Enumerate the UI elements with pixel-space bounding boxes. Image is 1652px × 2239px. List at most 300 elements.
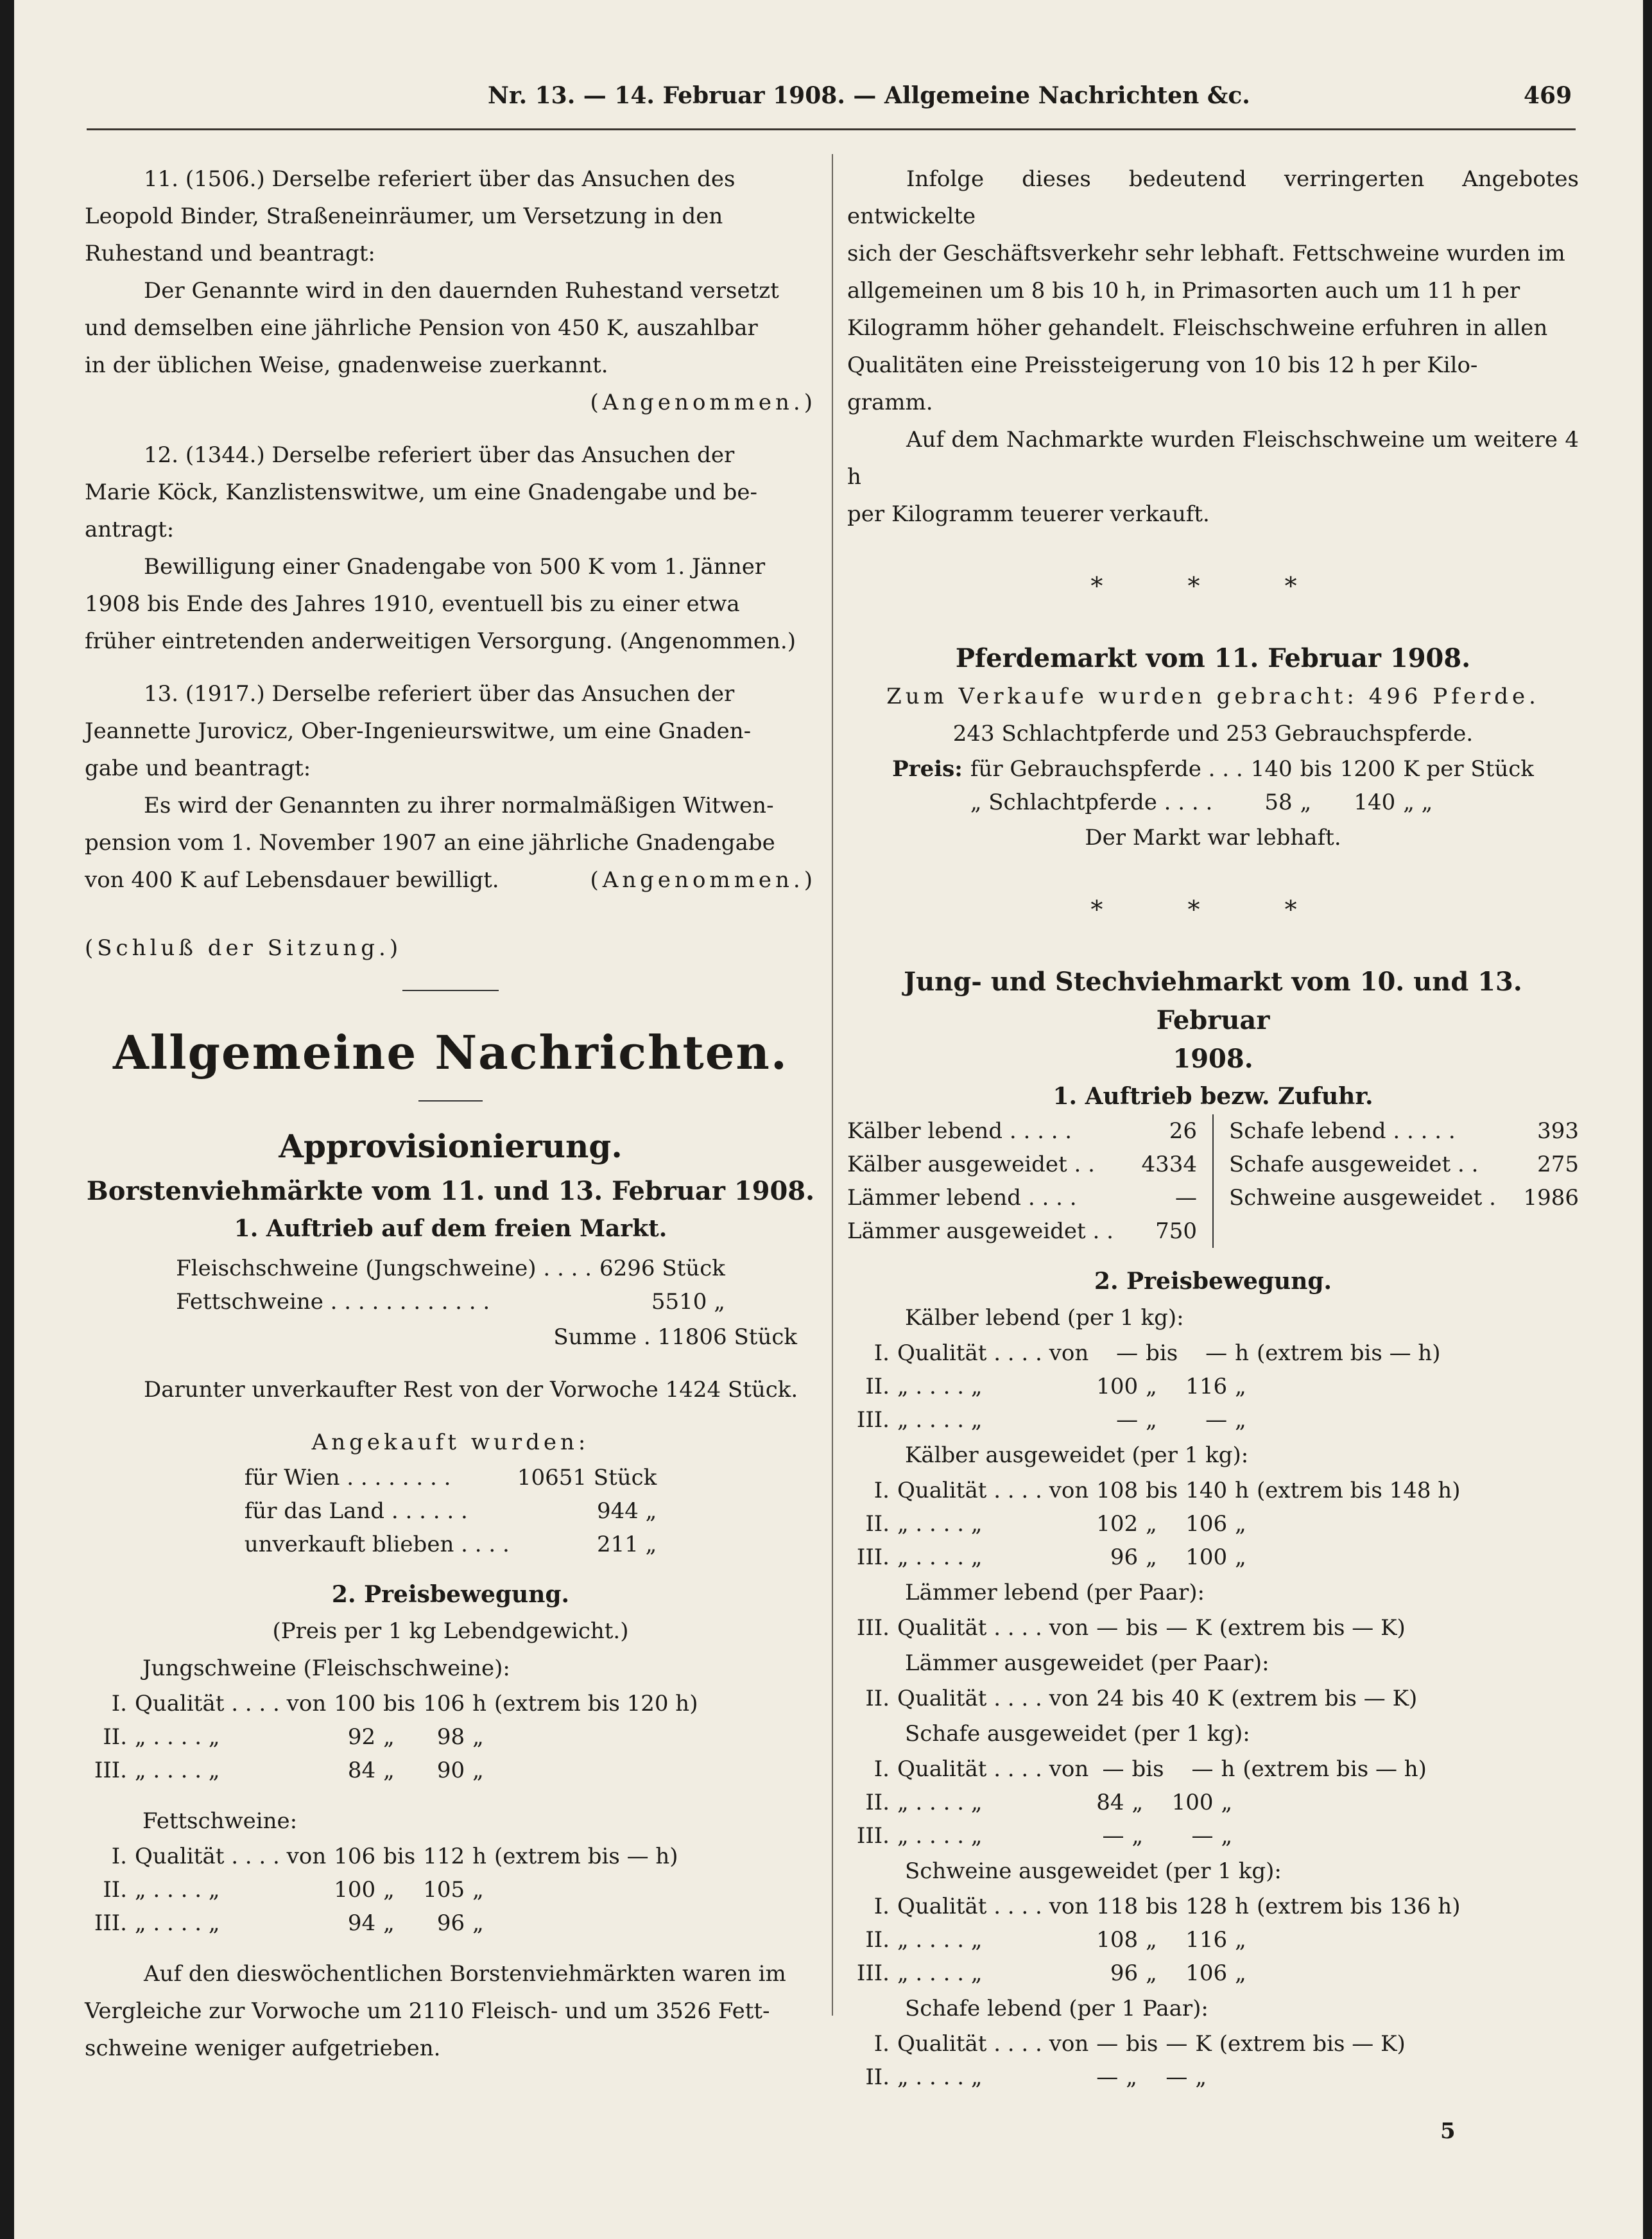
quality-label: II. xyxy=(865,1927,890,1953)
price-extreme xyxy=(1253,1923,1464,1957)
price-row xyxy=(847,1336,1445,1370)
price-to: 96 xyxy=(436,1910,465,1936)
price-unit: h xyxy=(1235,1894,1250,1919)
price-extreme: (extrem bis — h) xyxy=(1257,1340,1441,1366)
price-bis: „ xyxy=(1146,1407,1157,1433)
quality-label: III. xyxy=(94,1758,127,1783)
quality-desc: „ . . . . „ xyxy=(897,1960,983,1986)
price-row xyxy=(847,1507,1464,1541)
item-11-line: 11. (1506.) Derselbe referiert über das Ansuchen des xyxy=(144,166,736,192)
price-from: 96 xyxy=(1110,1960,1139,1986)
price-extreme xyxy=(490,1906,682,1940)
price-from: 24 xyxy=(1096,1686,1124,1711)
price-from: 96 xyxy=(1110,1544,1139,1570)
price-unit: h xyxy=(1221,1756,1235,1782)
pferde-lead xyxy=(888,786,967,819)
quality-desc: „ . . . . „ xyxy=(897,1544,983,1570)
price-unit: K xyxy=(1195,1615,1212,1641)
price-unit: h xyxy=(472,1844,487,1869)
price-extreme xyxy=(1253,1507,1464,1541)
subsection-title: Approvisionierung. xyxy=(279,1127,623,1165)
jung-title: Jungschweine (Fleischschweine): xyxy=(142,1655,510,1681)
auftrieb-left xyxy=(847,1114,1197,1248)
price-bis: bis xyxy=(1146,1894,1178,1919)
quality-desc: „ . . . . „ xyxy=(897,1790,983,1815)
price-to: — xyxy=(1166,2064,1188,2090)
price-row xyxy=(85,1687,701,1720)
price-row xyxy=(847,1370,1445,1403)
item-12-line: früher eintretenden anderweitigen Versorgung. (Angenommen.) xyxy=(85,628,796,654)
quality-desc: „ . . . . „ xyxy=(135,1724,220,1750)
price-to: 128 xyxy=(1185,1894,1228,1919)
quality-desc: „ . . . . „ xyxy=(897,1511,983,1537)
price-unit: K per Stück xyxy=(1403,756,1534,782)
price-from: 100 xyxy=(1096,1374,1139,1399)
item-11-line: Der Genannte wird in den dauernden Ruhestand versetzt xyxy=(144,278,779,304)
quality-desc: „ . . . . „ xyxy=(897,1374,983,1399)
price-row xyxy=(85,1873,682,1906)
row-label: Fettschweine . . . . . . . . . . . . xyxy=(176,1289,490,1315)
price-bis: bis xyxy=(1126,1615,1158,1641)
price-unit: h xyxy=(1235,1340,1250,1366)
row-value: 211 „ xyxy=(596,1532,657,1557)
price-unit: „ xyxy=(1235,1374,1246,1399)
price-to: 100 xyxy=(1171,1790,1214,1815)
auftrieb-row xyxy=(847,1215,1197,1248)
price-unit: „ xyxy=(1221,1823,1233,1849)
price-row xyxy=(847,1923,1464,1957)
price-extreme: (extrem bis — K) xyxy=(1219,1615,1406,1641)
auftrieb-split xyxy=(847,1114,1579,1248)
price-bis: bis xyxy=(1146,1340,1178,1366)
price-unit: „ xyxy=(1235,1544,1246,1570)
pferde-line: Zum Verkaufe wurden gebracht: 496 Pferde. xyxy=(886,684,1540,709)
price-bis: bis xyxy=(1131,1756,1164,1782)
price-from: — xyxy=(1102,1756,1124,1782)
column-divider xyxy=(832,154,833,2016)
quality-desc: Qualität . . . . von xyxy=(897,1686,1089,1711)
price-row xyxy=(847,1786,1431,1819)
pferde-label: für Gebrauchspferde . . . xyxy=(970,756,1243,782)
quality-desc: „ . . . . „ xyxy=(135,1910,220,1936)
quality-label: II. xyxy=(103,1724,127,1750)
preis-title: 2. Preisbewegung. xyxy=(331,1581,570,1608)
fett-table xyxy=(85,1840,682,1940)
price-extreme xyxy=(1253,1403,1445,1437)
price-extreme: (extrem bis — K) xyxy=(1231,1686,1418,1711)
item-13-line: Es wird der Genannten zu ihrer normalmäßigen Witwen- xyxy=(144,793,774,818)
price-extreme: (extrem bis 136 h) xyxy=(1257,1894,1461,1919)
item-11-line: Ruhestand und beantragt: xyxy=(85,241,375,266)
price-bis: „ xyxy=(1146,1544,1157,1570)
price-to: 90 xyxy=(436,1758,465,1783)
item-11-result: (Angenommen.) xyxy=(590,390,816,415)
quality-desc: Qualität . . . . von xyxy=(897,1756,1089,1782)
intro-line: gramm. xyxy=(847,390,933,415)
item-13-line: Jeannette Jurovicz, Ober-Ingenieurswitwe, um eine Gnaden- xyxy=(85,718,752,744)
row-value: 4334 xyxy=(1141,1152,1197,1177)
price-from: 94 xyxy=(347,1910,376,1936)
price-row xyxy=(847,1819,1431,1853)
quality-desc: Qualität . . . . von xyxy=(135,1691,327,1716)
row-label: für das Land . . . . . . xyxy=(244,1498,468,1524)
price-bis: bis xyxy=(1146,1478,1178,1503)
price-row xyxy=(85,1906,682,1940)
closing-para-line: Vergleiche zur Vorwoche um 2110 Fleisch- und um 3526 Fett- xyxy=(85,1998,770,2024)
price-extreme: (extrem bis 148 h) xyxy=(1257,1478,1461,1503)
scan-border-right xyxy=(1643,0,1652,2239)
item-11-line: in der üblichen Weise, gnadenweise zuerkannt. xyxy=(85,352,608,378)
row-label: für Wien . . . . . . . . xyxy=(244,1465,451,1491)
item-12 xyxy=(85,437,816,660)
auftrieb-divider xyxy=(1212,1114,1214,1248)
intro-line: sich der Geschäftsverkehr sehr lebhaft. Fettschweine wurden im xyxy=(847,241,1565,266)
auftrieb-row xyxy=(1229,1181,1579,1215)
price-bis: bis xyxy=(383,1691,416,1716)
item-13-text: von 400 K auf Lebensdauer bewilligt. xyxy=(85,867,499,893)
price-from: — xyxy=(1096,2031,1119,2057)
price-to: — xyxy=(1166,1615,1188,1641)
quality-desc: „ . . . . „ xyxy=(135,1877,220,1903)
price-bis: „ xyxy=(383,1758,395,1783)
quality-label: I. xyxy=(873,1478,890,1503)
price-to: — xyxy=(1191,1823,1214,1849)
item-13-line: pension vom 1. November 1907 an eine jährliche Gnadengabe xyxy=(85,830,775,856)
price-to: 140 xyxy=(1185,1478,1228,1503)
quality-desc: Qualität . . . . von xyxy=(897,1478,1089,1503)
market-title: Borstenviehmärkte vom 11. und 13. Februar 1908. xyxy=(86,1176,815,1206)
price-from: 118 xyxy=(1096,1894,1139,1919)
row-value: 944 „ xyxy=(596,1498,657,1524)
intro-line: Qualitäten eine Preissteigerung von 10 bis 12 h per Kilo- xyxy=(847,352,1478,378)
auftrieb-row xyxy=(172,1285,729,1318)
intro-line: Infolge dieses bedeutend verringerten Angebotes entwickelte xyxy=(847,166,1579,229)
price-unit: „ xyxy=(1221,1790,1233,1815)
pferde-title: Pferdemarkt vom 11. Februar 1908. xyxy=(955,643,1471,673)
quality-label: II. xyxy=(103,1877,127,1903)
price-bis: „ xyxy=(1146,1960,1157,1986)
item-12-line: Marie Köck, Kanzlistenswitwe, um eine Gnadengabe und be- xyxy=(85,480,757,505)
price-to: 116 xyxy=(1185,1374,1228,1399)
auftrieb-table xyxy=(172,1252,729,1318)
row-label: Kälber ausgeweidet . . xyxy=(847,1152,1095,1177)
angekauft-row xyxy=(241,1461,661,1494)
auftrieb-title: 1. Auftrieb auf dem freien Markt. xyxy=(234,1215,667,1242)
price-to: 106 xyxy=(1185,1511,1228,1537)
quality-desc: Qualität . . . . von xyxy=(135,1844,327,1869)
left-column xyxy=(85,160,816,2067)
quality-label: I. xyxy=(873,1894,890,1919)
row-label: unverkauft blieben . . . . xyxy=(244,1532,510,1557)
pferde-lead: Preis: xyxy=(892,756,963,782)
scan-border-left xyxy=(0,0,14,2239)
price-bis: „ xyxy=(1126,2064,1137,2090)
price-unit: „ xyxy=(1195,2064,1207,2090)
quality-label: II. xyxy=(865,2064,890,2090)
price-unit: „ xyxy=(472,1877,484,1903)
price-from: 100 xyxy=(334,1691,376,1716)
price-to: — xyxy=(1205,1407,1228,1433)
row-label: Kälber lebend . . . . . xyxy=(847,1118,1072,1144)
price-unit: „ xyxy=(1235,1407,1246,1433)
quality-label: II. xyxy=(865,1790,890,1815)
item-12-line: Bewilligung einer Gnadengabe von 500 K vom 1. Jänner xyxy=(144,554,766,580)
quality-label: II. xyxy=(865,1511,890,1537)
price-from: — xyxy=(1116,1340,1139,1366)
angekauft-title: Angekauft wurden: xyxy=(311,1430,590,1455)
price-extreme xyxy=(1239,1819,1431,1853)
page-number: 469 xyxy=(1524,82,1572,109)
price-from: 108 xyxy=(1096,1927,1139,1953)
row-value: 393 xyxy=(1537,1118,1579,1144)
row-value: 5510 „ xyxy=(651,1289,725,1315)
pferde-label: „ Schlachtpferde . . . . xyxy=(970,790,1213,815)
row-value: 750 xyxy=(1155,1218,1197,1244)
price-bis: „ xyxy=(1146,1511,1157,1537)
quality-label: I. xyxy=(873,2031,890,2057)
signature-mark: 5 xyxy=(1440,2118,1456,2144)
price-from: — xyxy=(1116,1407,1139,1433)
preis-subtitle: (Preis per 1 kg Lebendgewicht.) xyxy=(272,1618,629,1644)
jungvieh-title-year: 1908. xyxy=(1173,1044,1253,1074)
quality-desc: „ . . . . „ xyxy=(897,1407,983,1433)
auftrieb-row xyxy=(847,1148,1197,1181)
auftrieb-row xyxy=(1229,1114,1579,1148)
price-row xyxy=(847,1682,1421,1715)
nachmarkt-line: Auf dem Nachmarkte wurden Fleischschweine um weitere 4 h xyxy=(847,427,1579,490)
angekauft-row xyxy=(241,1528,661,1561)
auftrieb-row xyxy=(847,1114,1197,1148)
price-to: 40 xyxy=(1171,1686,1200,1711)
price-row xyxy=(847,1957,1464,1990)
item-11-line: und demselben eine jährliche Pension von 450 K, auszahlbar xyxy=(85,315,758,341)
section-rule xyxy=(402,990,499,991)
price-unit: „ xyxy=(1235,1927,1246,1953)
quality-label: III. xyxy=(856,1544,890,1570)
price-from: — xyxy=(1102,1823,1124,1849)
price-from: 100 xyxy=(334,1877,376,1903)
price-from: 84 xyxy=(347,1758,376,1783)
price-group-title: Schweine ausgeweidet (per 1 kg): xyxy=(905,1858,1282,1884)
price-extreme: (extrem bis — h) xyxy=(494,1844,678,1869)
price-extreme: (extrem bis — h) xyxy=(1243,1756,1427,1782)
quality-label: III. xyxy=(94,1910,127,1936)
quality-label: III. xyxy=(856,1960,890,1986)
quality-label: II. xyxy=(865,1686,890,1711)
quality-label: III. xyxy=(856,1407,890,1433)
item-13-result: (Angenommen.) xyxy=(590,867,816,893)
price-unit: „ xyxy=(472,1910,484,1936)
row-value: — xyxy=(1175,1185,1197,1211)
pferde-price-row xyxy=(888,786,1538,819)
row-label: Schafe lebend . . . . . xyxy=(1229,1118,1456,1144)
row-value: 1986 xyxy=(1523,1185,1579,1211)
price-bis: bis xyxy=(1126,2031,1158,2057)
price-group-table xyxy=(847,1336,1445,1437)
price-bis: bis xyxy=(1300,756,1332,782)
price-to: 140 xyxy=(1354,790,1396,815)
quality-label: I. xyxy=(873,1756,890,1782)
price-group-table xyxy=(847,1752,1431,1853)
price-bis: „ xyxy=(383,1910,395,1936)
quality-label: I. xyxy=(111,1691,127,1716)
item-12-line: antragt: xyxy=(85,517,175,542)
auftrieb-row xyxy=(172,1252,729,1285)
price-unit: „ „ xyxy=(1403,790,1433,815)
pferde-end: Der Markt war lebhaft. xyxy=(1085,825,1341,851)
quality-label: III. xyxy=(856,1823,890,1849)
price-to: 116 xyxy=(1185,1927,1228,1953)
price-bis: bis xyxy=(383,1844,416,1869)
auftrieb-right xyxy=(1229,1114,1579,1248)
price-to: 106 xyxy=(423,1691,465,1716)
price-to: — xyxy=(1205,1340,1228,1366)
quality-desc: „ . . . . „ xyxy=(897,2064,983,2090)
summe: Summe . 11806 Stück xyxy=(553,1324,797,1350)
auftrieb-row xyxy=(847,1181,1197,1215)
price-from: 58 xyxy=(1264,790,1293,815)
closing-para-line: Auf den dieswöchentlichen Borstenviehmärkten waren im xyxy=(144,1961,786,1987)
row-label: Lämmer lebend . . . . xyxy=(847,1185,1077,1211)
quality-desc: Qualität . . . . von xyxy=(897,1615,1089,1641)
price-extreme xyxy=(1253,1957,1464,1990)
running-head: Nr. 13. — 14. Februar 1908. — Allgemeine Nachrichten &c. xyxy=(488,82,1250,109)
price-group-title: Schafe lebend (per 1 Paar): xyxy=(905,1996,1209,2021)
quality-label: III. xyxy=(856,1615,890,1641)
price-extreme: (extrem bis 120 h) xyxy=(494,1691,698,1716)
price-bis: „ xyxy=(383,1724,395,1750)
fett-title: Fettschweine: xyxy=(142,1808,298,1834)
price-from: 108 xyxy=(1096,1478,1139,1503)
price-to: 98 xyxy=(436,1724,465,1750)
price-groups xyxy=(847,1299,1579,2094)
price-extreme xyxy=(1216,2061,1409,2094)
item-13-line xyxy=(85,861,816,899)
price-extreme xyxy=(490,1754,701,1787)
row-label: Fleischschweine (Jungschweine) . . . . xyxy=(176,1256,592,1281)
price-bis: bis xyxy=(1131,1686,1164,1711)
price-bis: „ xyxy=(383,1877,395,1903)
pferde-line: 243 Schlachtpferde und 253 Gebrauchspferde. xyxy=(952,721,1474,747)
price-group-title: Schafe ausgeweidet (per 1 kg): xyxy=(905,1721,1250,1747)
price-from: — xyxy=(1096,1615,1119,1641)
price-row xyxy=(85,1840,682,1873)
quality-desc: Qualität . . . . von xyxy=(897,1340,1089,1366)
price-bis: „ xyxy=(1300,790,1312,815)
rest-note: Darunter unverkaufter Rest von der Vorwoche 1424 Stück. xyxy=(144,1377,798,1403)
price-group-table xyxy=(847,1890,1464,1990)
item-13-line: gabe und beantragt: xyxy=(85,756,311,781)
price-row xyxy=(847,1474,1464,1507)
quality-desc: „ . . . . „ xyxy=(135,1758,220,1783)
price-extreme xyxy=(490,1873,682,1906)
row-label: Schweine ausgeweidet . xyxy=(1229,1185,1496,1211)
closing-para-line: schweine weniger aufgetrieben. xyxy=(85,2036,441,2061)
row-value: 275 xyxy=(1537,1152,1579,1177)
quality-label: I. xyxy=(873,1340,890,1366)
price-from: 102 xyxy=(1096,1511,1139,1537)
price-to: — xyxy=(1166,2031,1188,2057)
section-stars: * * * xyxy=(1090,572,1336,600)
price-unit: K xyxy=(1207,1686,1224,1711)
quality-desc: „ . . . . „ xyxy=(897,1823,983,1849)
price-row xyxy=(85,1720,701,1754)
quality-desc: Qualität . . . . von xyxy=(897,1894,1089,1919)
pferde-preis-table xyxy=(888,752,1538,819)
preis-title: 2. Preisbewegung. xyxy=(1094,1268,1332,1295)
nachmarkt-line: per Kilogramm teuerer verkauft. xyxy=(847,501,1210,527)
angekauft-row xyxy=(241,1494,661,1528)
item-12-line: 12. (1344.) Derselbe referiert über das Ansuchen der xyxy=(144,442,735,468)
price-unit: h xyxy=(1235,1478,1250,1503)
price-to: 106 xyxy=(1185,1960,1228,1986)
price-bis: „ xyxy=(1131,1790,1144,1815)
price-from: 84 xyxy=(1096,1790,1124,1815)
item-11-line: Leopold Binder, Straßeneinräumer, um Versetzung in den xyxy=(85,203,723,229)
price-group-title: Kälber ausgeweidet (per 1 kg): xyxy=(905,1442,1249,1468)
row-value: 6296 Stück xyxy=(599,1256,725,1281)
price-to: 112 xyxy=(423,1844,465,1869)
price-unit: „ xyxy=(472,1724,484,1750)
quality-desc: Qualität . . . . von xyxy=(897,2031,1089,2057)
price-unit: „ xyxy=(1235,1960,1246,1986)
quality-desc: „ . . . . „ xyxy=(897,1927,983,1953)
angekauft-table xyxy=(241,1461,661,1561)
price-to: 105 xyxy=(423,1877,465,1903)
price-row xyxy=(847,2027,1409,2061)
price-from: 106 xyxy=(334,1844,376,1869)
price-group-title: Lämmer ausgeweidet (per Paar): xyxy=(905,1650,1269,1676)
price-extreme: (extrem bis — K) xyxy=(1219,2031,1406,2057)
price-group-table xyxy=(847,2027,1409,2094)
price-extreme xyxy=(1253,1370,1445,1403)
price-extreme xyxy=(1253,1541,1464,1574)
row-value: 26 xyxy=(1169,1118,1197,1144)
header-rule xyxy=(87,128,1576,130)
price-row xyxy=(847,2061,1409,2094)
price-row xyxy=(847,1541,1464,1574)
jungvieh-title: Jung- und Stechviehmarkt vom 10. und 13. Februar xyxy=(904,967,1522,1035)
section-stars: * * * xyxy=(1090,895,1336,924)
intro-line: Kilogramm höher gehandelt. Fleischschweine erfuhren in allen xyxy=(847,315,1548,341)
price-group-title: Lämmer lebend (per Paar): xyxy=(905,1580,1205,1605)
right-column xyxy=(847,160,1579,2094)
price-unit: K xyxy=(1195,2031,1212,2057)
jung-table xyxy=(85,1687,701,1787)
price-row xyxy=(847,1752,1431,1786)
title-rule xyxy=(418,1100,483,1102)
price-row xyxy=(85,1754,701,1787)
price-from: 92 xyxy=(347,1724,376,1750)
price-row xyxy=(847,1611,1409,1645)
price-unit: „ xyxy=(472,1758,484,1783)
row-label: Schafe ausgeweidet . . xyxy=(1229,1152,1479,1177)
session-closing: (Schluß der Sitzung.) xyxy=(85,935,402,961)
price-from: — xyxy=(1096,2064,1119,2090)
price-to: — xyxy=(1191,1756,1214,1782)
auftrieb-row xyxy=(1229,1148,1579,1181)
price-unit: „ xyxy=(1235,1511,1246,1537)
price-bis: „ xyxy=(1146,1927,1157,1953)
price-group-table xyxy=(847,1682,1421,1715)
quality-label: I. xyxy=(111,1844,127,1869)
quality-label: II. xyxy=(865,1374,890,1399)
price-extreme xyxy=(1239,1786,1431,1819)
item-11 xyxy=(85,160,816,421)
price-group-table xyxy=(847,1611,1409,1645)
pferde-price-row xyxy=(888,752,1538,786)
price-to: 1200 xyxy=(1339,756,1396,782)
